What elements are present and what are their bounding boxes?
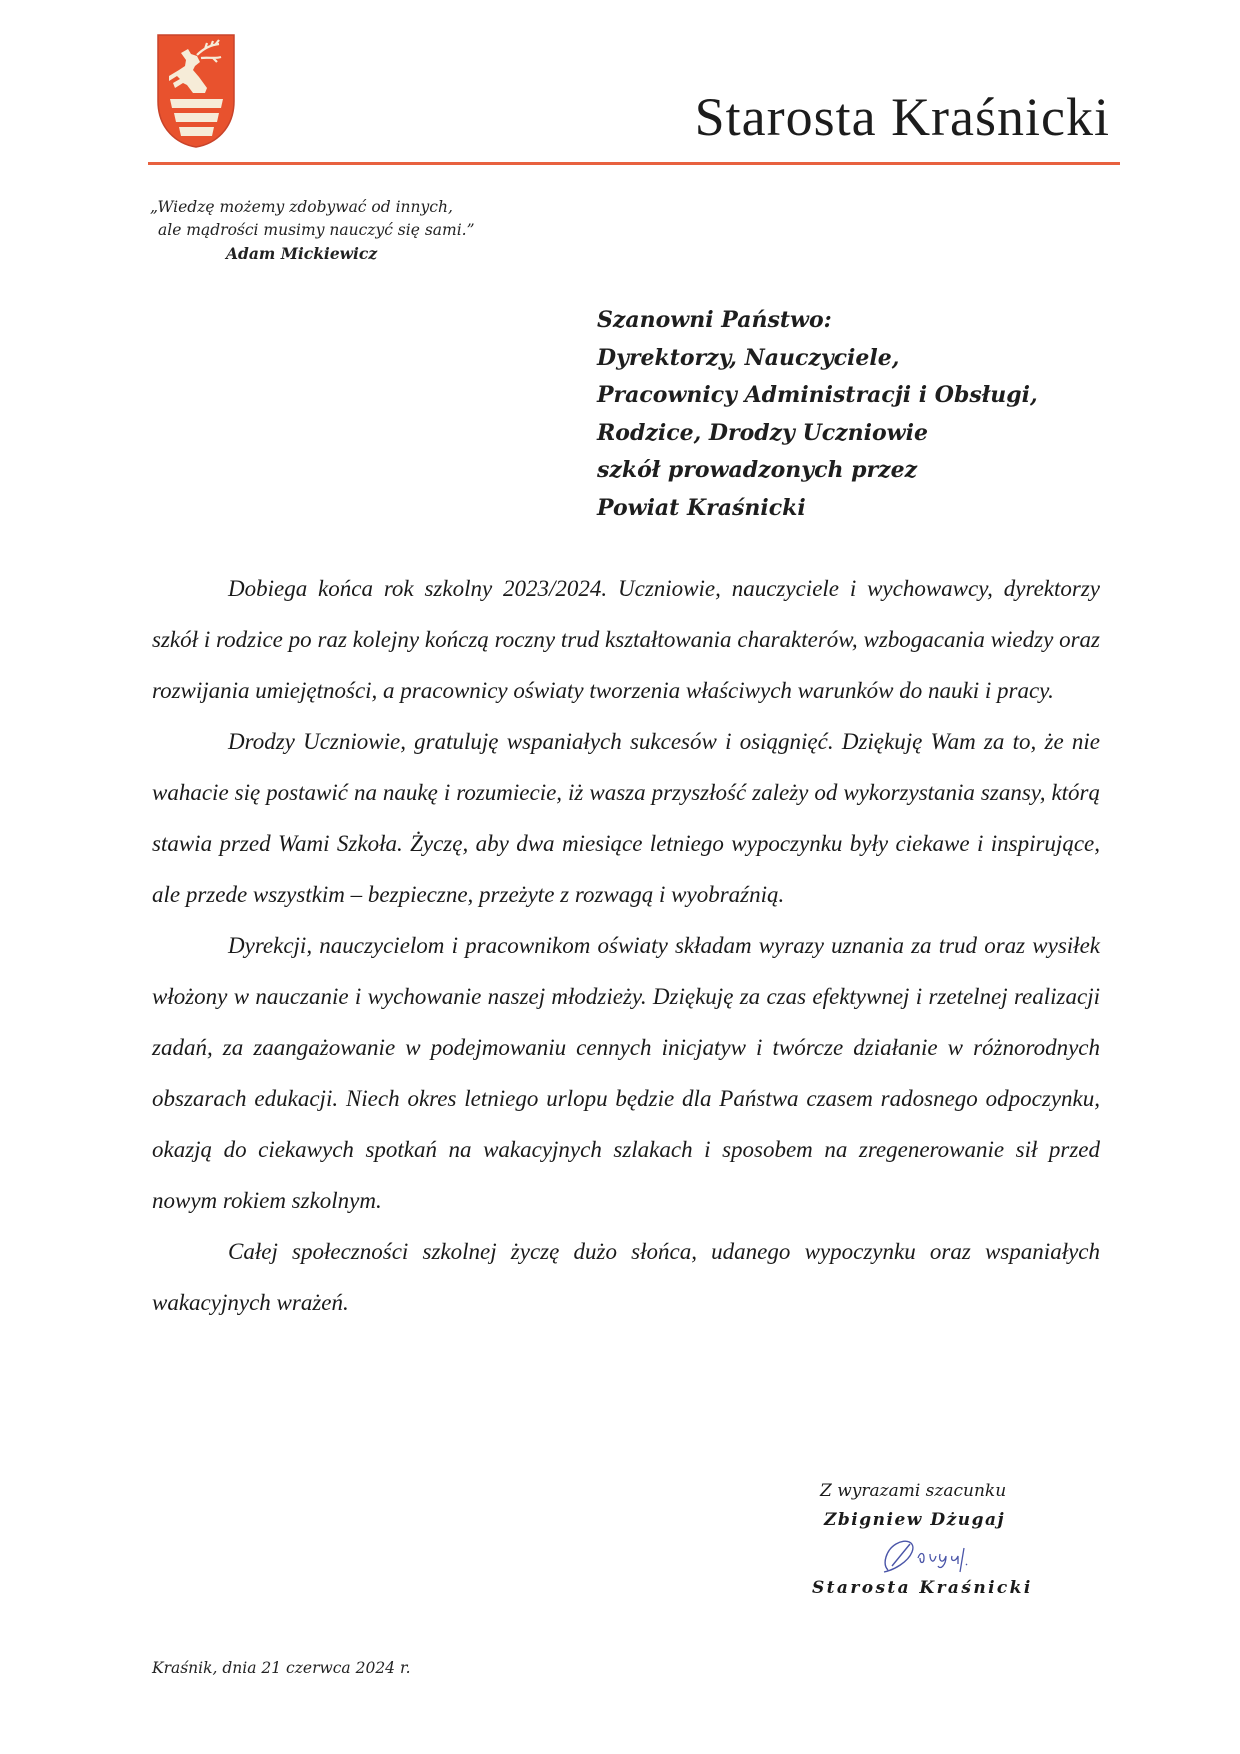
crest-shield-svg xyxy=(155,33,237,149)
coat-of-arms-stag-icon xyxy=(155,33,237,149)
body-paragraph-2: Drodzy Uczniowie, gratuluję wspaniałych sukcesów i osiągnięć. Dziękuję Wam za to, że nie wahacie się postawić na naukę i rozumiecie, iż wasza przyszłość zależy od wykorzystania szansy, którą stawia przed Wami Szkoła. Życzę, aby dwa miesiące letniego wypoczynku były ciekawe i inspirujące, ale przede wszystkim – bezpieczne, przeżyte z rozwagą i wyobraźnią. xyxy=(152,729,1100,907)
bar-3 xyxy=(179,127,214,136)
bar-2 xyxy=(174,113,219,122)
signatory-title: Starosta Kraśnicki xyxy=(812,1578,1033,1598)
addressee-line: Szanowni Państwo: xyxy=(597,307,832,333)
body-paragraph-3: Dyrekcji, nauczycielom i pracownikom oświaty składam wyrazy uznania za trud oraz wysiłek włożony w nauczanie i wychowanie naszej młodzieży. Dziękuję za czas efektywnej i rzetelnej realizacji zadań, za zaangażowanie w podejmowaniu cennych inicjatyw i twórcze działanie w różnorodnych obszarach edukacji. Niech okres letniego urlopu będzie dla Państwa czasem radosnego odpoczynku, okazją do ciekawych spotkań na wakacyjnych szlakach i sposobem na zregenerowanie sił przed nowym rokiem szkolnym. xyxy=(152,933,1100,1213)
header-divider xyxy=(148,162,1120,165)
closing-block xyxy=(812,1478,1112,1600)
motto-line-2: ale mądrości musimy nauczyć się sami.” xyxy=(158,221,475,239)
letter-body xyxy=(152,563,1100,1328)
handwritten-signature-icon xyxy=(874,1536,1014,1576)
place-and-date: Kraśnik, dnia 21 czerwca 2024 r. xyxy=(152,1659,411,1677)
addressee-block xyxy=(597,302,1117,527)
bar-1 xyxy=(170,99,223,108)
addressee-line: Rodzice, Drodzy Uczniowie xyxy=(597,419,928,446)
addressee-line: Pracownicy Administracji i Obsługi, xyxy=(597,382,1038,408)
signatory-name: Zbigniew Dżugaj xyxy=(824,1510,1006,1530)
addressee-line: Dyrektorzy, Nauczyciele, xyxy=(597,344,900,371)
motto-line-1: „Wiedzę możemy zdobywać od innych, xyxy=(150,198,453,216)
motto-quote xyxy=(150,196,510,265)
addressee-line: szkół prowadzonych przez xyxy=(597,457,918,483)
motto-author: Adam Mickiewicz xyxy=(226,244,378,263)
letterhead-title: Starosta Kraśnicki xyxy=(694,87,1110,147)
body-paragraph-1: Dobiega końca rok szkolny 2023/2024. Uczniowie, nauczyciele i wychowawcy, dyrektorzy szkół i rodzice po raz kolejny kończą roczny trud kształtowania charakterów, wzbogacania wiedzy oraz rozwijania umiejętności, a pracownicy oświaty tworzenia właściwych warunków do nauki i pracy. xyxy=(152,576,1100,703)
addressee-line: Powiat Kraśnicki xyxy=(597,494,806,521)
closing-salutation: Z wyrazami szacunku xyxy=(820,1481,1007,1501)
body-paragraph-4: Całej społeczności szkolnej życzę dużo słońca, udanego wypoczynku oraz wspaniałych wakacyjnych wrażeń. xyxy=(152,1239,1100,1315)
